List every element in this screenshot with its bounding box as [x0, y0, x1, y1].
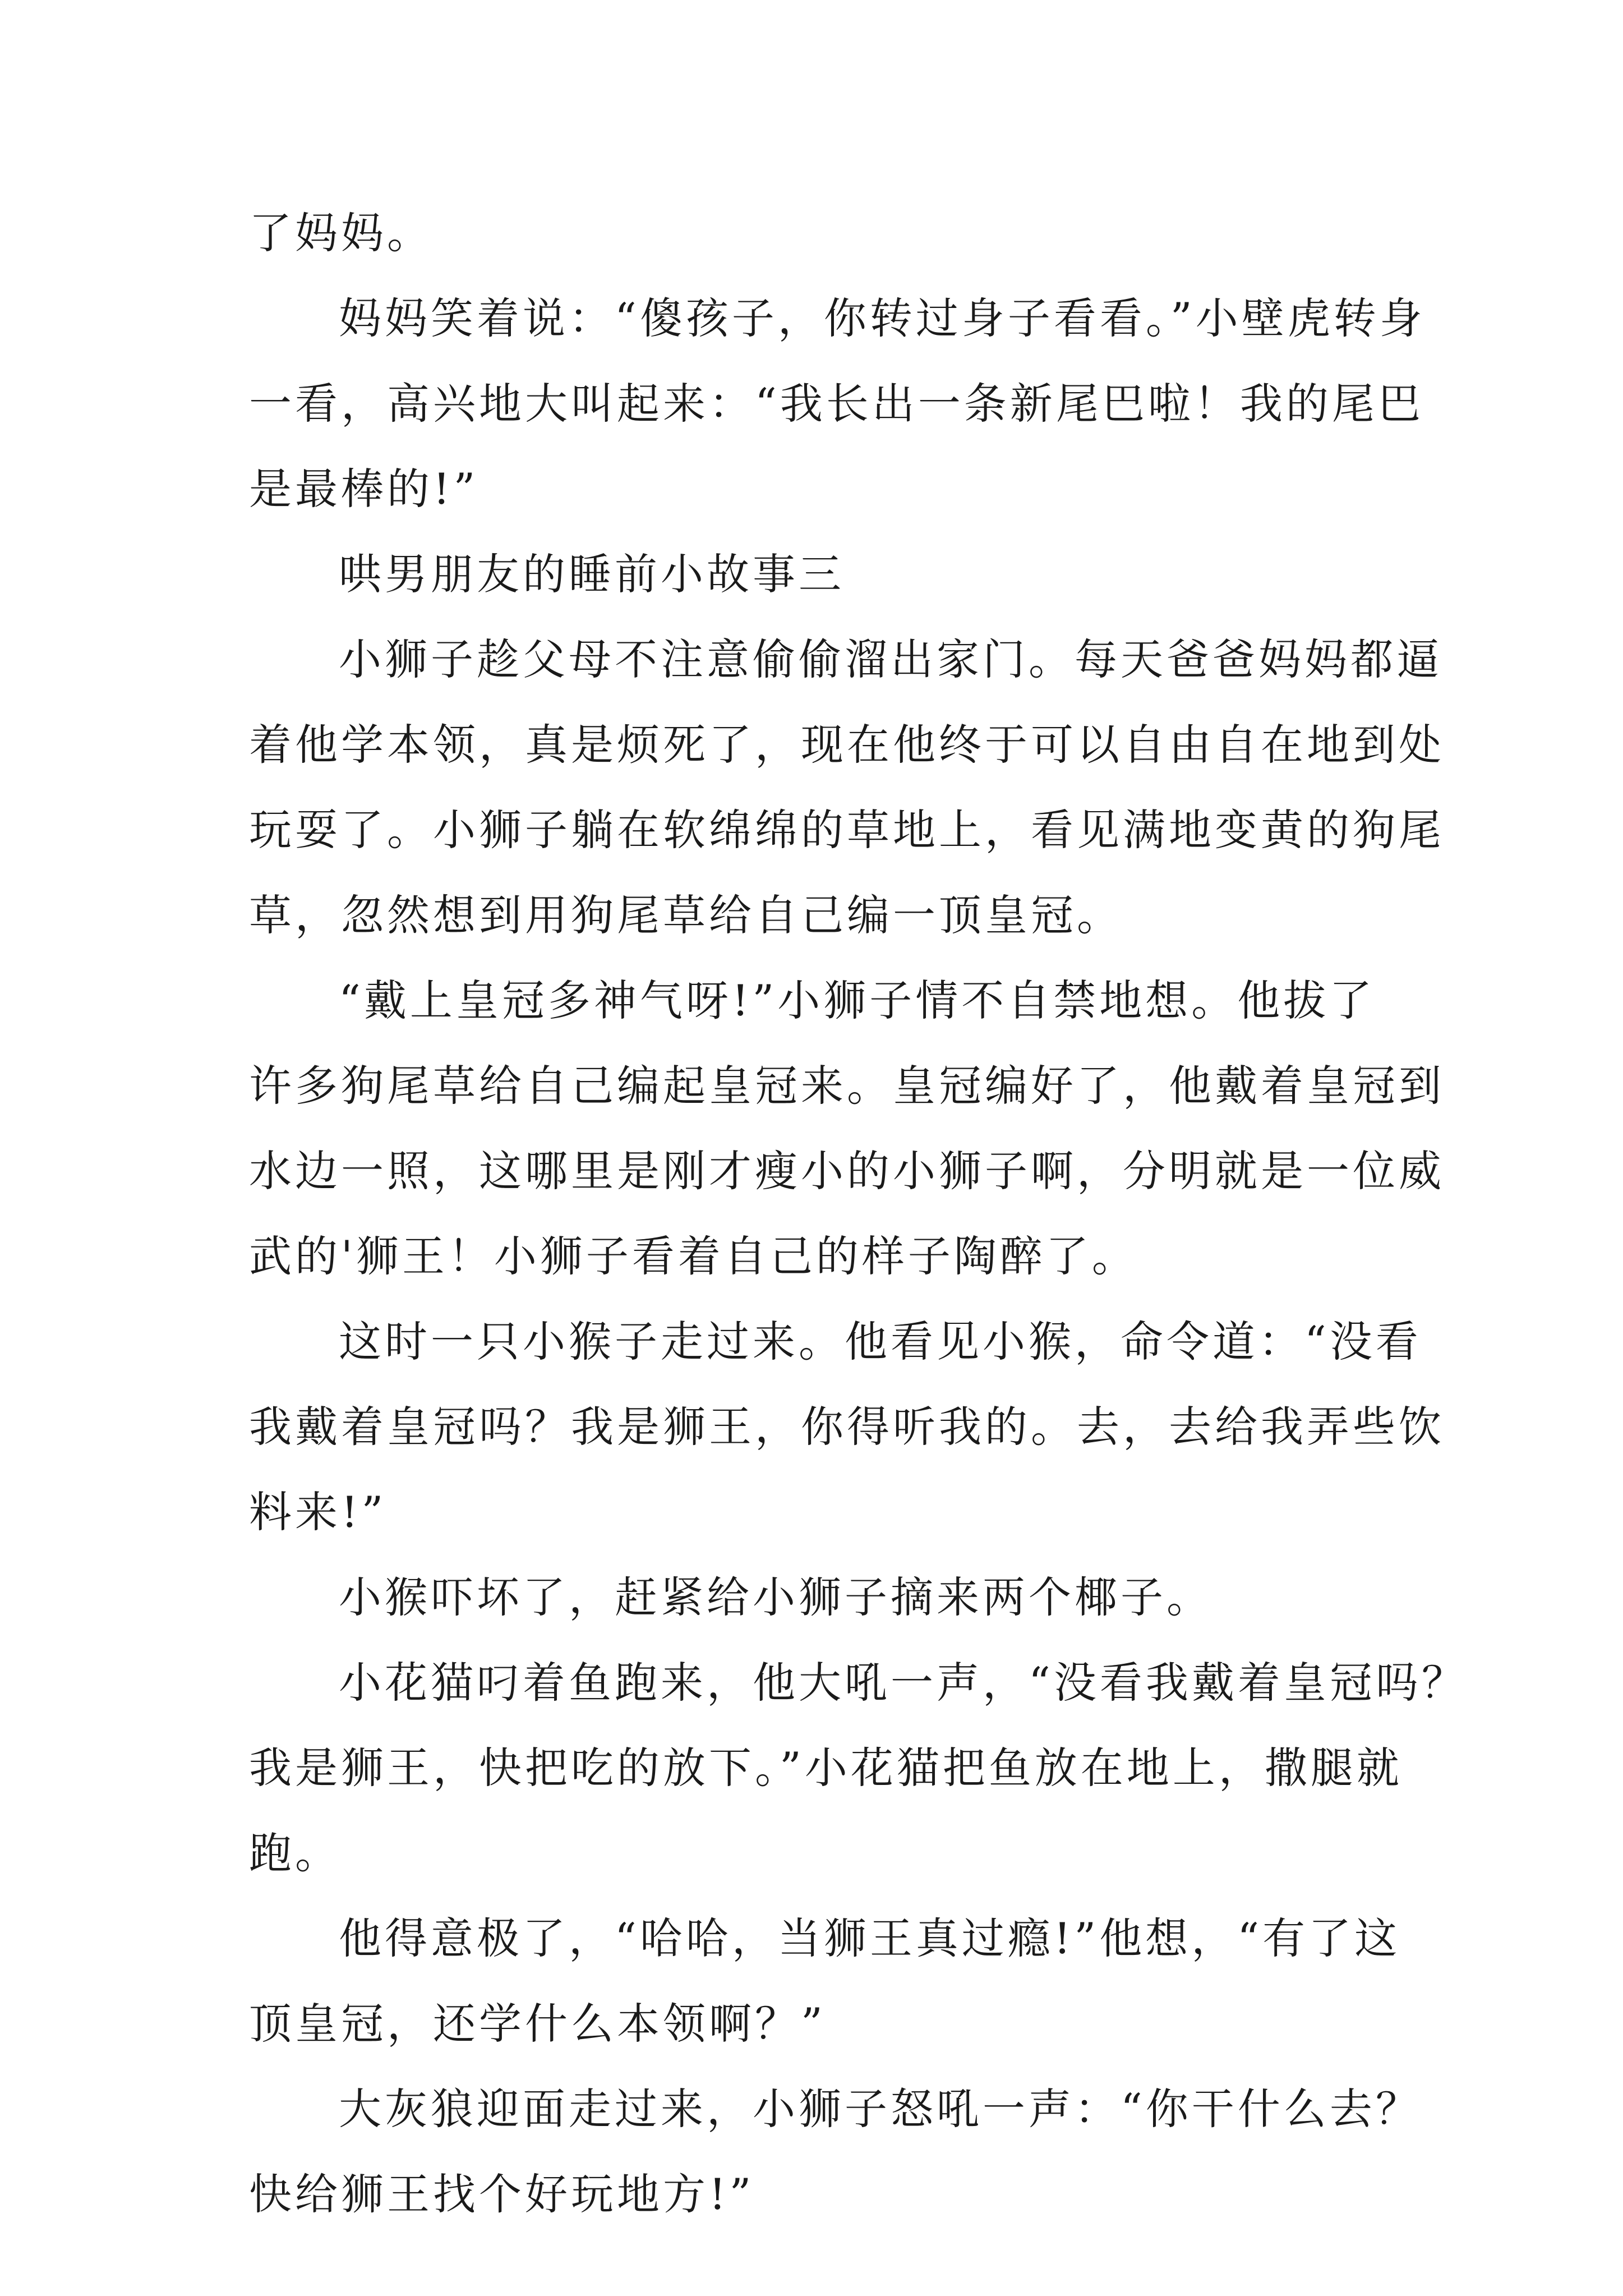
text-line: 玩耍了。小狮子躺在软绵绵的草地上，看见满地变黄的狗尾	[249, 805, 1445, 855]
text-line: 我是狮王，快把吃的放下。”小花猫把鱼放在地上，撒腿就	[249, 1743, 1403, 1793]
text-line: 跑。	[249, 1828, 341, 1878]
text-line: 妈妈笑着说：“傻孩子，你转过身子看看。”小壁虎转身	[339, 293, 1426, 343]
text-line: 大灰狼迎面走过来，小狮子怒吼一声：“你干什么去？	[339, 2084, 1422, 2134]
paragraph	[249, 191, 1393, 276]
paragraph	[249, 617, 1445, 958]
text-line: 料来!”	[249, 1487, 387, 1537]
text-line: 草，忽然想到用狗尾草给自己编一顶皇冠。	[249, 890, 1123, 940]
paragraph	[249, 1555, 1393, 1640]
text-line: 快给狮王找个好玩地方!”	[249, 2169, 755, 2219]
text-line: 小狮子趁父母不注意偷偷溜出家门。每天爸爸妈妈都逼	[339, 634, 1442, 684]
paragraph	[249, 276, 1426, 532]
text-line: 水边一照，这哪里是刚才瘦小的小狮子啊，分明就是一位威	[249, 1146, 1445, 1196]
text-line: 他得意极了，“哈哈，当狮王真过瘾!”他想，“有了这	[339, 1913, 1401, 1963]
text-line: 武的'狮王！小狮子看着自己的样子陶醉了。	[249, 1231, 1138, 1281]
text-line: 我戴着皇冠吗？我是狮王，你得听我的。去，去给我弄些饮	[249, 1402, 1445, 1452]
text-line: 哄男朋友的睡前小故事三	[339, 549, 845, 599]
text-line: 顶皇冠，还学什么本领啊？”	[249, 1999, 826, 2049]
text-line: 这时一只小猴子走过来。他看见小猴，命令道：“没看	[339, 1317, 1422, 1366]
story-text	[249, 191, 1468, 2237]
text-line: 着他学本领，真是烦死了，现在他终于可以自由自在地到处	[249, 720, 1445, 770]
text-line: 一看，高兴地大叫起来：“我长出一条新尾巴啦！我的尾巴	[249, 379, 1424, 429]
text-line: 小猴吓坏了，赶紧给小狮子摘来两个椰子。	[339, 1572, 1212, 1622]
text-line: 了妈妈。	[249, 208, 433, 258]
section-heading	[249, 532, 1393, 617]
text-line: 是最棒的!”	[249, 464, 479, 514]
text-line: “戴上皇冠多神气呀!”小狮子情不自禁地想。他拔了	[339, 976, 1376, 1025]
text-line: 小花猫叼着鱼跑来，他大吼一声，“没看我戴着皇冠吗？	[339, 1658, 1468, 1708]
paragraph	[249, 2067, 1422, 2237]
paragraph	[249, 1299, 1445, 1555]
paragraph	[249, 1896, 1401, 2067]
paragraph	[249, 1640, 1468, 1896]
text-line: 许多狗尾草给自己编起皇冠来。皇冠编好了，他戴着皇冠到	[249, 1061, 1445, 1111]
paragraph	[249, 958, 1445, 1299]
